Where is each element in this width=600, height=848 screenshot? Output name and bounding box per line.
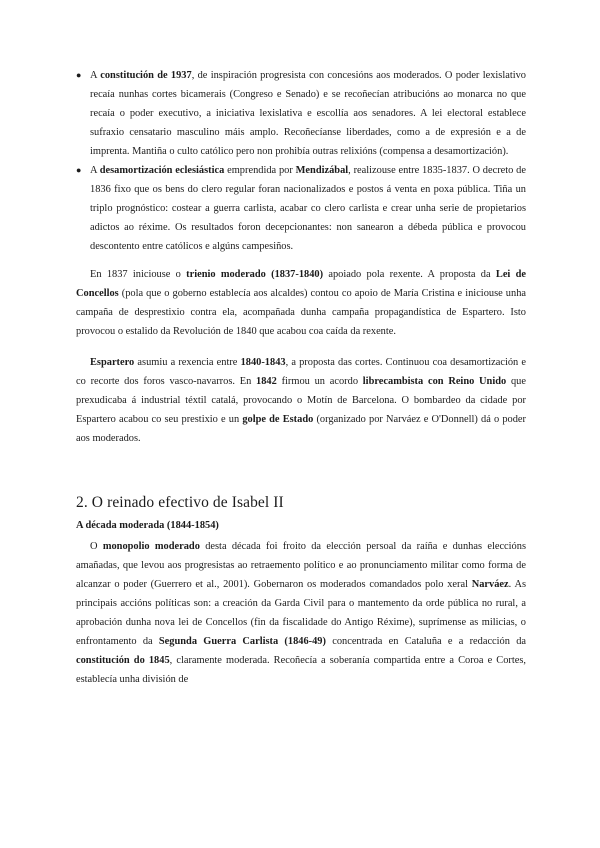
text-run: asumiu a rexencia entre	[134, 357, 241, 368]
text-run: O	[90, 541, 103, 552]
text-run: (organizado por Narváez e O'Donnell) dá o poder aos moderados.	[76, 414, 526, 444]
bold-term: Espartero	[90, 357, 135, 368]
bold-term: desamortización eclesiástica	[99, 165, 225, 176]
bullet-item-constitution-1837	[76, 66, 526, 161]
text-run: , a proposta das cortes. Continuou coa desamortización e co recorte dos foros vasco-navarros. En	[76, 357, 526, 387]
bullet-text	[90, 70, 526, 157]
text-run: emprendida por	[224, 165, 296, 176]
bullet-item-desamortization	[76, 161, 526, 256]
text-run: que prexudicaba á industrial téxtil catalá, provocando o Motín de Barcelona. O bombardeo da cidade por Espartero acabou co seu prestixio e un	[76, 376, 526, 425]
bold-term: constitución do 1845	[76, 655, 170, 666]
bold-term: constitución de 1937	[100, 70, 192, 81]
bullet-dot-icon: ●	[76, 165, 82, 175]
paragraph-decada-moderada	[76, 537, 526, 689]
text-run: concentrada en Cataluña e a redacción da	[325, 636, 527, 647]
paragraph-espartero	[76, 353, 526, 448]
bold-term: Mendizábal	[295, 165, 349, 176]
bold-term: 1842	[256, 376, 277, 387]
subsection-heading: A década moderada (1844-1854)	[76, 520, 219, 531]
text-run: , de inspiración progresista con concesións aos moderados. O poder lexislativo recaía nunhas cortes bicamerais (Congreso e Senado) e se recoñecían atribucións ao monarca no que recaía o poder executivo, a iniciativa lexislativa e escollía aos senadores. A lei electoral establece sufraxio censatario masculino máis amplo. Recoñecíanse liberdades, como a de expresión e a de imprenta. Mantiña o culto católico pero non prohibía outras relixións (compensa a desamortización).	[90, 70, 526, 157]
paragraph-trienio-moderado	[76, 265, 526, 341]
bullet-list	[76, 66, 526, 256]
bold-term: librecambista con Reino Unido	[362, 376, 507, 387]
bold-term: Segunda Guerra Carlista (1846-49)	[158, 636, 326, 647]
text-run: firmou un acordo	[276, 376, 363, 387]
text-run: (pola que o goberno establecía aos alcaldes) contou co apoio de María Cristina e iniciouse unha campaña de desprestixio contra ela, acompañada dunha campaña propagandística de Espartero. Isto provocou o estalido da Revolución de 1840 que acabou coa caída da rexente.	[76, 288, 526, 337]
text-run: desta década foi froito da elección persoal da raíña e dunhas eleccións amañadas, que levou aos progresistas ao retraemento político e ao pronunciamento militar como forma de alcanzar o poder (Guerrero et al., 2001). Gobernaron os moderados comandados polo xeral	[76, 541, 526, 590]
text-run: . As principais accións políticas son: a creación da Garda Civil para o mantemento da orde pública no rural, a aprobación dunha nova lei de Concellos (fin da fiscalidade do Antigo Réxime), suprímense as milicias, o enfrontamento da	[76, 579, 526, 647]
bold-term: Lei de Concellos	[76, 269, 526, 299]
text-run: , claramente moderada. Recoñecía a soberanía compartida entre a Coroa e Cortes, establecía unha división de	[76, 655, 527, 685]
bold-term: Narváez	[471, 579, 509, 590]
bold-term: monopolio moderado	[102, 541, 200, 552]
text-run: En 1837 iniciouse o	[90, 269, 187, 280]
bold-term: 1840-1843	[240, 357, 286, 368]
bullet-dot-icon: ●	[76, 70, 82, 80]
page-content	[76, 66, 526, 689]
bold-term: golpe de Estado	[242, 414, 314, 425]
section-heading: 2. O reinado efectivo de Isabel II	[76, 494, 284, 511]
text-run: , realizouse entre 1835-1837. O decreto de 1836 fixo que os bens do clero regular foran nacionalizados e postos á venta en poxa pública. Tiña un triplo prognóstico: costear a guerra carlista, acabar co clero carlista e crear unha serie de propietarios adictos ao réxime. Os resultados foron decepcionantes: non sanearon a débeda pública e provocou descontento entre católicos e algúns campesiños.	[90, 165, 526, 252]
text-run: apoiado pola rexente. A proposta da	[323, 269, 496, 280]
text-run: A	[90, 70, 101, 81]
bold-term: trienio moderado (1837-1840)	[186, 269, 324, 280]
bullet-text	[90, 165, 526, 252]
text-run: A	[90, 165, 100, 176]
